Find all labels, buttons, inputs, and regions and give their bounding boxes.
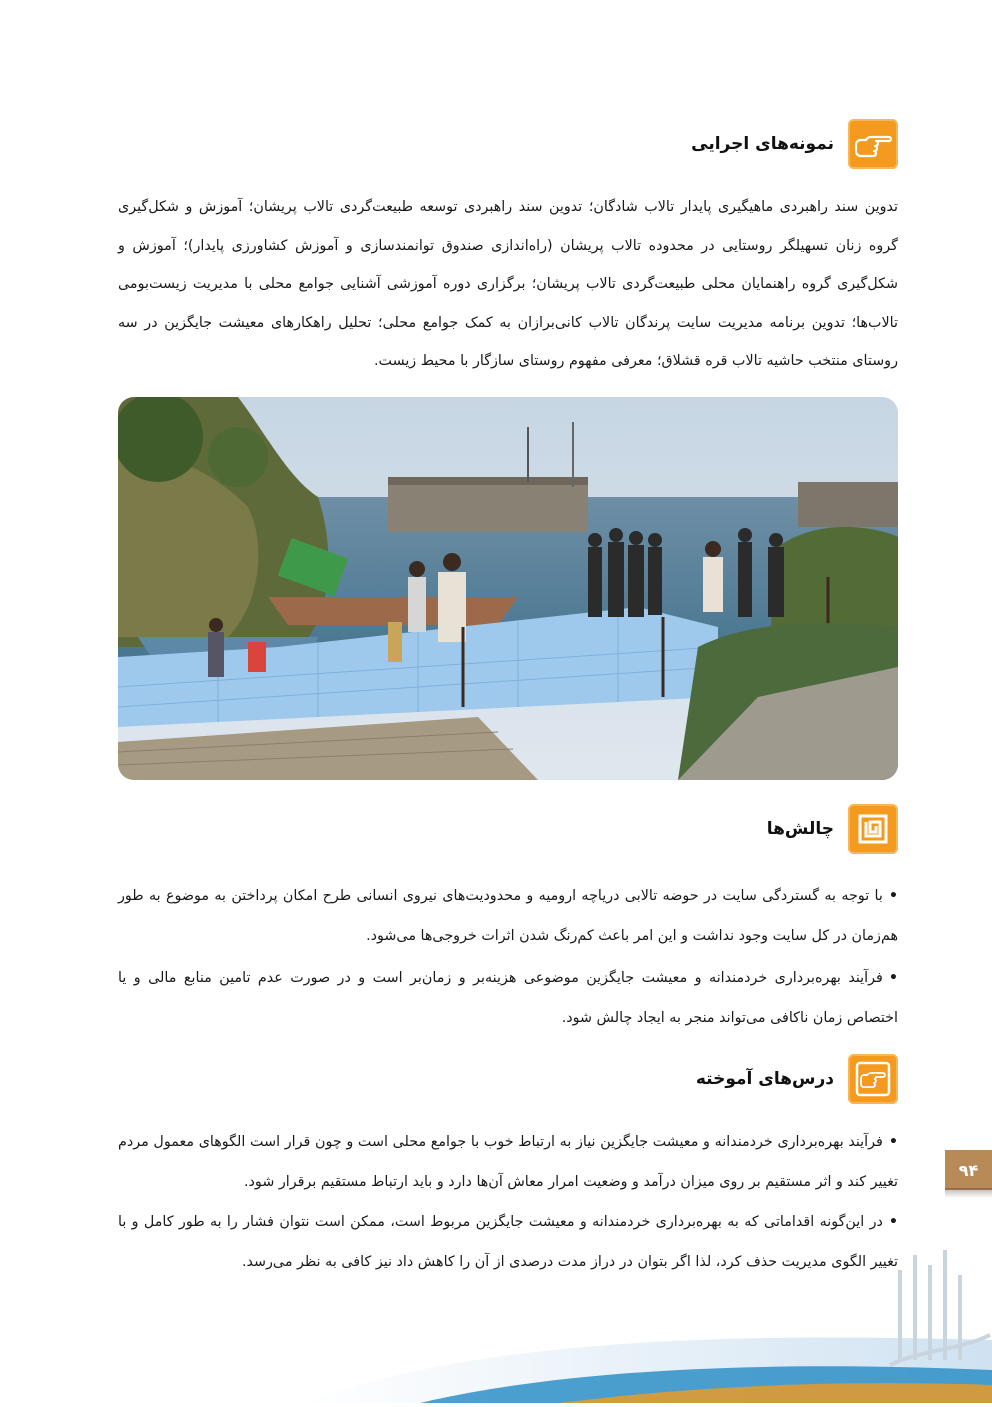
bullet: •: [888, 970, 898, 986]
wetland-pier-photo: [118, 397, 898, 780]
bullet: •: [888, 1214, 898, 1230]
pointing-hand-icon: [848, 119, 898, 169]
challenge-item: [118, 958, 898, 1038]
challenge-item: [118, 876, 898, 956]
lesson-text: در این‌گونه اقداماتی که به بهره‌برداری خردمندانه و معیشت جایگزین مربوط است، ممکن است نتوان فشار را به طور کامل و با تغییر الگوی مدیریت حذف کرد، لذا اگر بتوان در دراز مدت درصدی از آن را کاهش داد نیز کافی به نظر می‌رسد.: [118, 1214, 898, 1270]
lessons-header: [696, 1053, 898, 1105]
hand-in-frame-icon: [848, 1054, 898, 1104]
footer-wave-decoration: [0, 1240, 992, 1403]
section-title: چالش‌ها: [766, 819, 834, 839]
examples-header: [691, 118, 898, 170]
bullet: •: [888, 888, 898, 904]
maze-square-icon: [848, 804, 898, 854]
challenge-text: با توجه به گستردگی سایت در حوضه تالابی دریاچه ارومیه و محدودیت‌های نیروی انسانی طرح امکان پرداختن به موضوع به طور هم‌زمان در کل سایت وجود نداشت و این امر باعث کم‌رنگ شدن اثرات خروجی‌ها می‌شود.: [118, 888, 898, 944]
page-number: ۹۴: [945, 1150, 992, 1190]
examples-paragraph: تدوین سند راهبردی ماهیگیری پایدار تالاب شادگان؛ تدوین سند راهبردی توسعه طبیعت‌گردی تالاب پریشان؛ آموزش و شکل‌گیری گروه زنان تسهیلگر روستایی در محدوده تالاب پریشان (راه‌اندازی صندوق توانمندسازی و آموزش کشاورزی پایدار)؛ آموزش و شکل‌گیری گروه راهنمایان محلی طبیعت‌گردی تالاب پریشان؛ برگزاری دوره آموزشی آشنایی جوامع محلی با مدیریت زیست‌بومی تالاب‌ها؛ تدوین برنامه مدیریت سایت پرندگان تالاب کانی‌برازان به کمک جوامع محلی؛ تحلیل راهکارهای معیشت جایگزین در سه روستای منتخب حاشیه تالاب قره قشلاق؛ معرفی مفهوم روستای سازگار با محیط زیست.: [118, 199, 898, 369]
lesson-text: فرآیند بهره‌برداری خردمندانه و معیشت جایگزین نیاز به ارتباط خوب با جوامع محلی است و چون قرار است الگوهای معمول مردم تغییر کند و اثر مستقیم بر روی میزان درآمد و وضعیت امرار معاش آن‌ها دارد و باید ارتباط مستقیم برقرار شود.: [118, 1134, 898, 1190]
lesson-item: [118, 1122, 898, 1202]
bullet: •: [888, 1134, 898, 1150]
challenges-header: [767, 803, 898, 855]
section-title: درس‌های آموخته: [695, 1069, 834, 1089]
challenge-text: فرآیند بهره‌برداری خردمندانه و معیشت جایگزین موضوعی هزینه‌بر و زمان‌بر است و در صورت عدم تامین منابع مالی و یا اختصاص زمان ناکافی می‌تواند منجر به ایجاد چالش شود.: [118, 970, 898, 1026]
section-title: نمونه‌های اجرایی: [691, 134, 834, 154]
